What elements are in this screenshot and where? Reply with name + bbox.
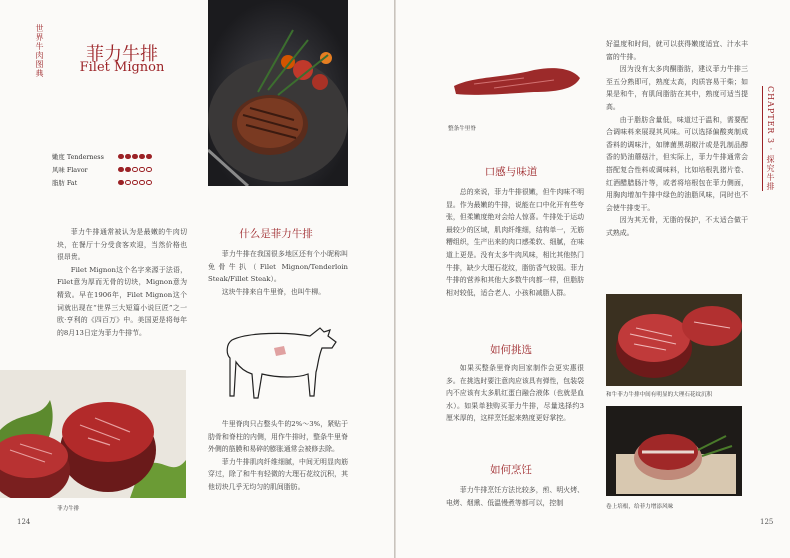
chapter-side-title: CHAPTER 3 · 探究牛排 (762, 86, 776, 191)
rating-row (52, 150, 182, 163)
rating-table (52, 150, 182, 189)
bacon-steak-photo (606, 406, 742, 496)
tenderloin-text (208, 418, 348, 494)
photo-caption: 菲力牛排 (57, 506, 80, 512)
right-page (396, 0, 790, 558)
paragraph: 总的来说，菲力牛排很嫩，但牛肉味不明显。作为最嫩的牛排，说能在口中化开有些夸张，但柔嫩度绝对会给人惊喜。牛排处于运动最较少的区域，肌肉纤维细，结构单一，无筋糟组织，生产出来的肉口感柔软、细腻，在味道上更是。没有太多牛肉风味，相比其他热门牛排，缺少大理石花纹，脂肪香气较弱。菲力牛排的营养和其他大多数牛肉都一样，但脂肪相对较低，适合老人、小孩和减脂人群。 (446, 188, 584, 297)
section-heading: 口感与味道 (484, 166, 538, 178)
rating-row (52, 163, 182, 176)
rating-row (52, 176, 182, 189)
paragraph: 菲力牛排烹饪方法比较多，煎、明火烤、电烤、烟熏、低温慢煮等都可以，控制 (446, 486, 584, 507)
paragraph: 牛里脊肉只占整头牛的2%～3%，紧贴于肋骨和脊柱的内侧，用作牛排时，整条牛里脊外侧的筋膜和易碎的膨胀通常会被修去除。 (208, 420, 348, 454)
page-title-en: Filet Mignon (79, 60, 165, 75)
photo-caption: 和牛菲力牛排中间有明显的大理石花纹沉积 (606, 392, 713, 398)
whole-tenderloin-photo (444, 48, 584, 116)
rating-dots (118, 167, 152, 173)
what-text (208, 248, 348, 298)
rating-label: 脂肪 Fat (52, 179, 78, 187)
side-title: 世界牛肉图典 (35, 24, 44, 78)
column-right-text (606, 38, 748, 240)
choose-text (446, 362, 584, 425)
paragraph: 菲力牛排肌肉纤维细腻，中间无明显肉筋穿过，除了和牛有轻微的大理石花纹沉积，其他切块几乎无均匀的肌间脂肪。 (208, 457, 348, 491)
taste-text (446, 186, 584, 299)
paragraph: 由于脂肪含量低，味道过于温和，需要配合调味料来展现其风味。可以选择偏酸爽制成香料的调味汁，如牌菌黑胡椒汁或是乳制品醇香的奶油蘑菇汁，但实际上，菲力牛排通常会搭配复合性料或调味料，比如培根乳猪片卷、红酒醋腊肠汁等，或者将培根包在菲力侧面，用胸肉增加牛排中绿色的油脂风味，同时也不会使牛排变干。 (606, 115, 748, 212)
paragraph: 如果买整条里脊肉回家制作会更实惠很多。在挑选时要注意肉应该具有弹性，包装袋内不应该有太多肌红蛋白融合液体（也就是血水）。如果单独购买菲力牛排，尽量选择约3厘米厚的，这样烹饪起来熟度更好掌控。 (446, 364, 584, 423)
rating-dots (118, 154, 152, 160)
paragraph: Filet Mignon这个名字来源于法语，Filet意为厚而无骨的切块，Mignon意为精致。早在1906年，Filet Mignon这个词就出现在“世界三大短篇小说巨匠”之一欧·亨利的《四百万》中。美国更是将每年的8月13日定为菲力牛排节。 (57, 265, 187, 337)
rating-label: 风味 Flavor (52, 166, 88, 174)
photo-caption: 整条牛里脊 (448, 126, 476, 132)
cow-illustration (218, 318, 342, 408)
section-heading: 如何烹饪 (490, 464, 532, 476)
paragraph: 因为没有太多肉酮脂肪，建议菲力牛排三至五分熟即可，熟度太高，肉质容易干柴；如果是和牛，有肌间脂肪在其中，熟度可适当提高。 (606, 65, 748, 111)
paragraph: 好温度和时间，就可以获得嫩度适宜、汁水丰富的牛排。 (606, 40, 748, 61)
left-page (0, 0, 394, 558)
rating-dots (118, 180, 152, 186)
intro-text (57, 226, 187, 339)
cook-text (446, 484, 584, 509)
steak-plate-photo (208, 0, 348, 186)
paragraph: 这块牛排来自牛里脊，也叫牛柳。 (221, 287, 326, 296)
section-heading: 什么是菲力牛排 (239, 228, 313, 240)
marbled-steak-photo (606, 294, 742, 386)
raw-steak-photo (0, 370, 186, 498)
paragraph: 因为其无骨，无脂的保护，不太适合做干式熟成。 (606, 216, 748, 237)
page-title-cn: 菲力牛排 (86, 44, 158, 65)
page-number: 125 (760, 518, 774, 526)
rating-label: 嫩度 Tenderness (52, 153, 104, 161)
page-number: 124 (17, 518, 31, 526)
paragraph: 菲力牛排在我国很多地区还有个小昵称叫免骨牛扒（Filet Mignon/Tenderloin Steak/Fillet Steak）。 (208, 250, 348, 284)
photo-caption: 卷上培根，给菲力增添风味 (606, 504, 674, 510)
section-heading: 如何挑选 (490, 344, 532, 356)
paragraph: 菲力牛排通常被认为是最嫩的牛肉切块，在餐厅十分受食客欢迎，当然价格也很昂贵。 (57, 228, 187, 262)
